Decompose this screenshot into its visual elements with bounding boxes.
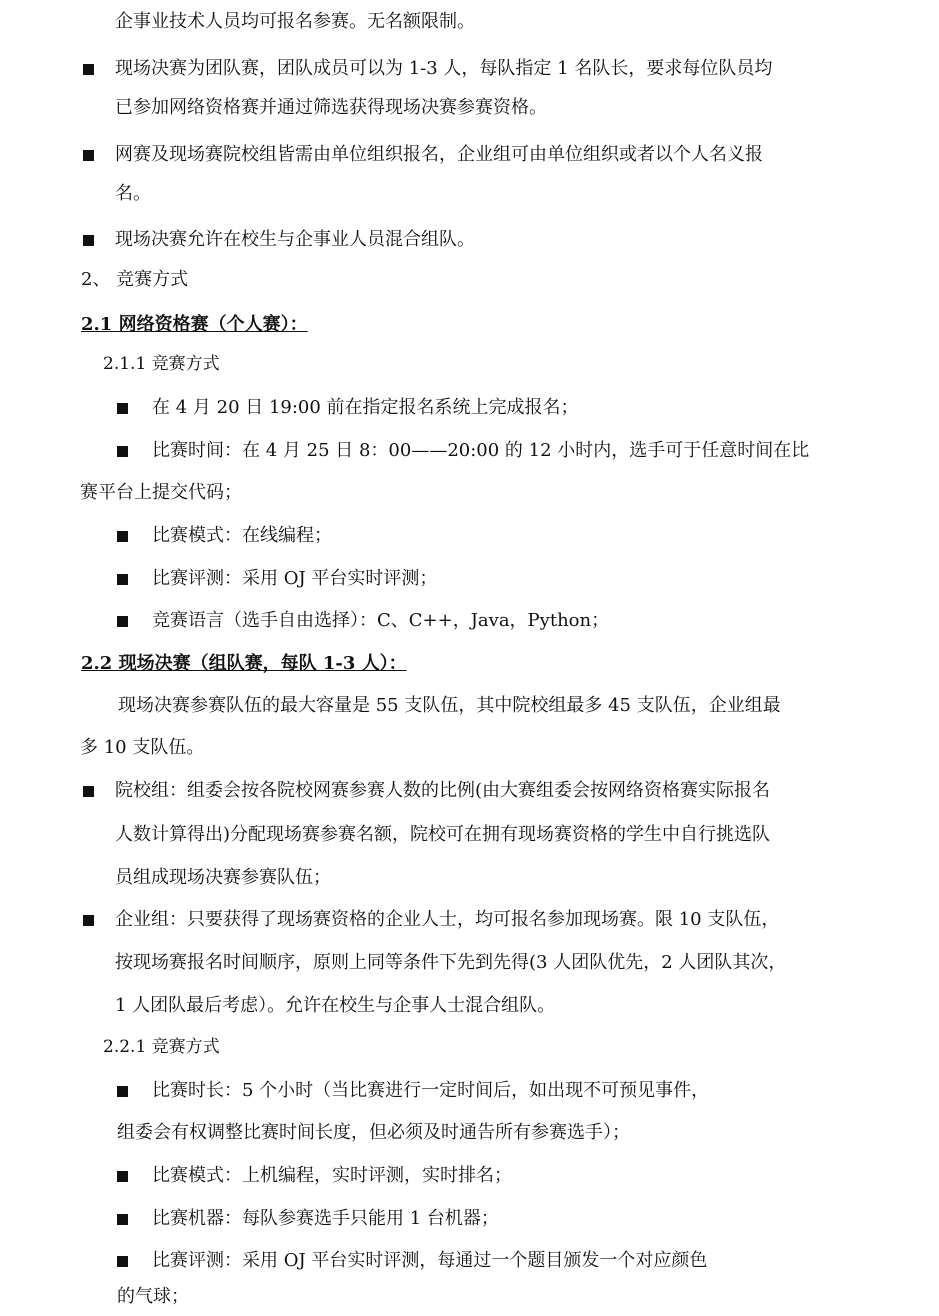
rule-line: 现场决赛允许在校生与企事业人员混合组队。 (115, 229, 475, 250)
item-line: 比赛评测：采用 OJ 平台实时评测； (152, 568, 438, 589)
group-line: 企业组：只要获得了现场赛资格的企业人士，均可报名参加现场赛。限 10 支队伍， (115, 909, 780, 930)
bullet-square-icon (117, 574, 128, 585)
group-line: 人数计算得出)分配现场赛参赛名额，院校可在拥有现场赛资格的学生中自行挑选队 (115, 824, 771, 845)
paragraph-line: 企事业技术人员均可报名参赛。无名额限制。 (115, 11, 475, 32)
bullet-square-icon (83, 915, 94, 926)
item-line: 比赛模式：上机编程，实时评测，实时排名； (152, 1165, 512, 1186)
bullet-square-icon (117, 446, 128, 457)
bullet-square-icon (117, 531, 128, 542)
subsection-heading-2-2: 2.2 现场决赛（组队赛，每队 1-3 人）： (81, 653, 407, 674)
subsubsection-heading: 2.1.1 竞赛方式 (103, 354, 220, 374)
bullet-square-icon (117, 1171, 128, 1182)
subsubsection-heading: 2.2.1 竞赛方式 (103, 1037, 220, 1057)
item-line: 比赛时间：在 4 月 25 日 8：00——20:00 的 12 小时内，选手可于任意时间在比 (152, 440, 810, 461)
item-line: 比赛模式：在线编程； (152, 525, 332, 546)
item-line: 在 4 月 20 日 19:00 前在指定报名系统上完成报名； (152, 397, 579, 418)
group-line: 员组成现场决赛参赛队伍； (115, 867, 331, 888)
bullet-square-icon (117, 616, 128, 627)
group-line: 1 人团队最后考虑）。允许在校生与企事人士混合组队。 (115, 995, 556, 1016)
group-line: 院校组：组委会按各院校网赛参赛人数的比例(由大赛组委会按网络资格赛实际报名 (115, 780, 771, 801)
paragraph-line: 现场决赛参赛队伍的最大容量是 55 支队伍，其中院校组最多 45 支队伍，企业组最 (118, 695, 781, 716)
bullet-square-icon (83, 786, 94, 797)
bullet-square-icon (83, 64, 94, 75)
subsection-heading-2-1: 2.1 网络资格赛（个人赛）： (81, 314, 308, 335)
rule-line: 已参加网络资格赛并通过筛选获得现场决赛参赛资格。 (115, 97, 547, 118)
paragraph-line: 多 10 支队伍。 (80, 737, 205, 758)
bullet-square-icon (117, 403, 128, 414)
item-line: 的气球； (117, 1286, 189, 1307)
rule-line: 现场决赛为团队赛，团队成员可以为 1-3 人，每队指定 1 名队长，要求每位队员均 (115, 58, 773, 79)
group-line: 按现场赛报名时间顺序，原则上同等条件下先到先得(3 人团队优先，2 人团队其次， (115, 952, 787, 973)
rule-line: 网赛及现场赛院校组皆需由单位组织报名，企业组可由单位组织或者以个人名义报 (115, 144, 763, 165)
item-line: 比赛评测：采用 OJ 平台实时评测，每通过一个题目颁发一个对应颜色 (152, 1250, 708, 1271)
bullet-square-icon (117, 1256, 128, 1267)
bullet-square-icon (83, 235, 94, 246)
item-line: 竞赛语言（选手自由选择）：C、C++，Java，Python； (152, 610, 610, 631)
rule-line: 名。 (115, 183, 151, 204)
item-line: 比赛机器：每队参赛选手只能用 1 台机器； (152, 1208, 499, 1229)
bullet-square-icon (117, 1086, 128, 1097)
item-line: 比赛时长：5 个小时（当比赛进行一定时间后，如出现不可预见事件， (152, 1080, 710, 1101)
bullet-square-icon (117, 1214, 128, 1225)
item-line: 组委会有权调整比赛时间长度，但必须及时通告所有参赛选手）； (117, 1122, 630, 1143)
section-heading: 2、 竞赛方式 (81, 269, 189, 290)
item-line: 赛平台上提交代码； (80, 482, 242, 503)
bullet-square-icon (83, 150, 94, 161)
